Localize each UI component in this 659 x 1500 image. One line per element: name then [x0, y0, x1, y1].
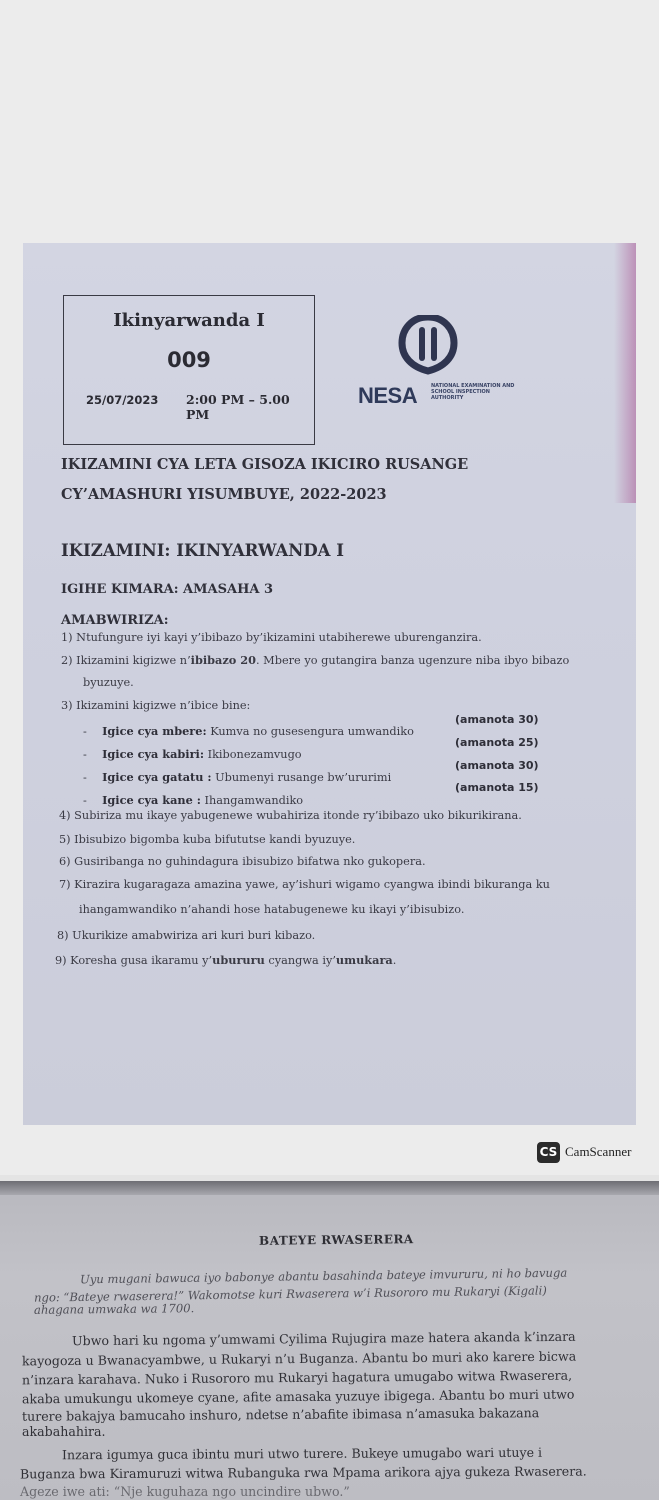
instruction-7-continued: ihangamwandiko n’ahandi hose hatabugenewe ku ikayi y’ibisubizo.	[79, 903, 465, 916]
part-row: - Igice cya kabiri: Ikibonezamvugo	[83, 747, 302, 761]
part-points: (amanota 30)	[455, 713, 539, 726]
subject-code: 009	[167, 348, 211, 372]
paragraph-line: kayogoza u Bwanacyambwe, u Rukaryi n’u Buganza. Abantu bo muri ako karere bicwa	[21, 1348, 577, 1369]
part-row: - Igice cya gatatu : Ubumenyi rusange bw’ururimi	[83, 770, 392, 784]
exam-cover-page	[23, 243, 636, 1125]
instruction-1: 1) Ntufungure iyi kayi y’ibibazo by’ikizamini utabiherewe uburenganzira.	[61, 631, 482, 644]
part-points: (amanota 30)	[455, 759, 539, 772]
exam-time: 2:00 PM – 5.00 PM	[186, 392, 290, 422]
exam-duration: IGIHE KIMARA: AMASAHA 3	[61, 582, 274, 597]
instruction-8: 8) Ukurikize amabwiriza ari kuri buri kibazo.	[57, 929, 316, 942]
paragraph-line: turere bakajya bamucaho inshuro, ndetse n’abafite ibimasa n’amasuka bakazana	[21, 1405, 540, 1424]
subject-name: Ikinyarwanda I	[113, 310, 265, 331]
part-row: - Igice cya mbere: Kumva no gusesengura umwandiko	[83, 724, 414, 738]
camscanner-label: CamScanner	[565, 1144, 632, 1159]
instruction-2-continued: byuzuye.	[83, 676, 134, 689]
story-intro-line: ngo: “Bateye rwaserera!” Wakomotse kuri Rwaserera w’i Rusororo mu Rukaryi (Kigali)	[33, 1283, 547, 1305]
story-page	[0, 1181, 659, 1500]
story-intro-line: ahagana umwaka wa 1700.	[33, 1301, 195, 1317]
instructions-heading: AMABWIRIZA:	[61, 613, 169, 628]
paragraph-line: Buganza bwa Kiramuruzi witwa Rubanguka rwa Mpama arikora ajya gukeza Rwaserera.	[19, 1463, 587, 1482]
instruction-9: 9) Koresha gusa ikaramu y’ubururu cyangwa iy’umukara.	[55, 953, 397, 967]
exam-title: IKIZAMINI: IKINYARWANDA I	[61, 541, 344, 560]
exam-header-box	[63, 295, 315, 445]
nesa-wordmark: NESA	[358, 383, 418, 408]
paragraph-line: Ageze iwe ati: “Nje kuguhaza ngo uncindire ubwo.”	[20, 1484, 350, 1499]
exam-date: 25/07/2023	[86, 393, 159, 407]
heading-line-2: CY’AMASHURI YISUMBUYE, 2022-2023	[61, 486, 387, 503]
instruction-6: 6) Gusiribanga no guhindagura ibisubizo bifatwa nko gukopera.	[59, 855, 426, 868]
paragraph-line: Inzara igumya guca ibintu muri utwo turere. Bukeye umugabo wari utuye i	[61, 1444, 543, 1463]
nesa-authority-text: NATIONAL EXAMINATION AND SCHOOL INSPECTION AUTHORITY	[431, 383, 515, 401]
instruction-3: 3) Ikizamini kigizwe n’ibice bine:	[61, 699, 251, 712]
camscanner-watermark	[537, 1142, 636, 1164]
story-title: BATEYE RWASERERA	[258, 1232, 414, 1248]
paragraph-line: akabahahira.	[22, 1424, 106, 1439]
blank-top-area	[0, 0, 659, 243]
nesa-logo	[358, 315, 538, 415]
paragraph-line: Ubwo hari ku ngoma y’umwami Cyilima Rujugira maze hatera akanda k’inzara	[71, 1328, 576, 1349]
part-points: (amanota 15)	[455, 781, 539, 794]
part-points: (amanota 25)	[455, 736, 539, 749]
instruction-7: 7) Kirazira kugaragaza amazina yawe, ay’ishuri wigamo cyangwa ibindi bikuranga ku	[59, 878, 550, 891]
heading-line-1: IKIZAMINI CYA LETA GISOZA IKICIRO RUSANGE	[61, 456, 469, 473]
instruction-4: 4) Subiriza mu ikaye yabugenewe wubahiriza itonde ry’ibibazo uko bikurikirana.	[59, 809, 522, 822]
instruction-2: 2) Ikizamini kigizwe n’ibibazo 20. Mbere yo gutangira banza ugenzure niba ibyo bibazo	[61, 653, 570, 667]
paragraph-line: n’inzara karahava. Nuko i Rusororo mu Rukaryi hagatura umugabo witwa Rwaserera,	[21, 1367, 573, 1388]
instruction-5: 5) Ibisubizo bigomba kuba bifututse kandi byuzuye.	[59, 833, 356, 846]
story-intro-line: Uyu mugani bawuca iyo babonye abantu basahinda bateye imvururu, ni ho bavuga	[79, 1265, 568, 1287]
paragraph-line: akaba umukungu ukomeye cyane, afite amasaka yuzuye ibigega. Abantu bo muri utwo	[21, 1386, 575, 1407]
part-row: - Igice cya kane : Ihangamwandiko	[83, 793, 304, 807]
camscanner-icon: CS	[537, 1142, 560, 1163]
nesa-emblem-icon	[398, 315, 458, 377]
